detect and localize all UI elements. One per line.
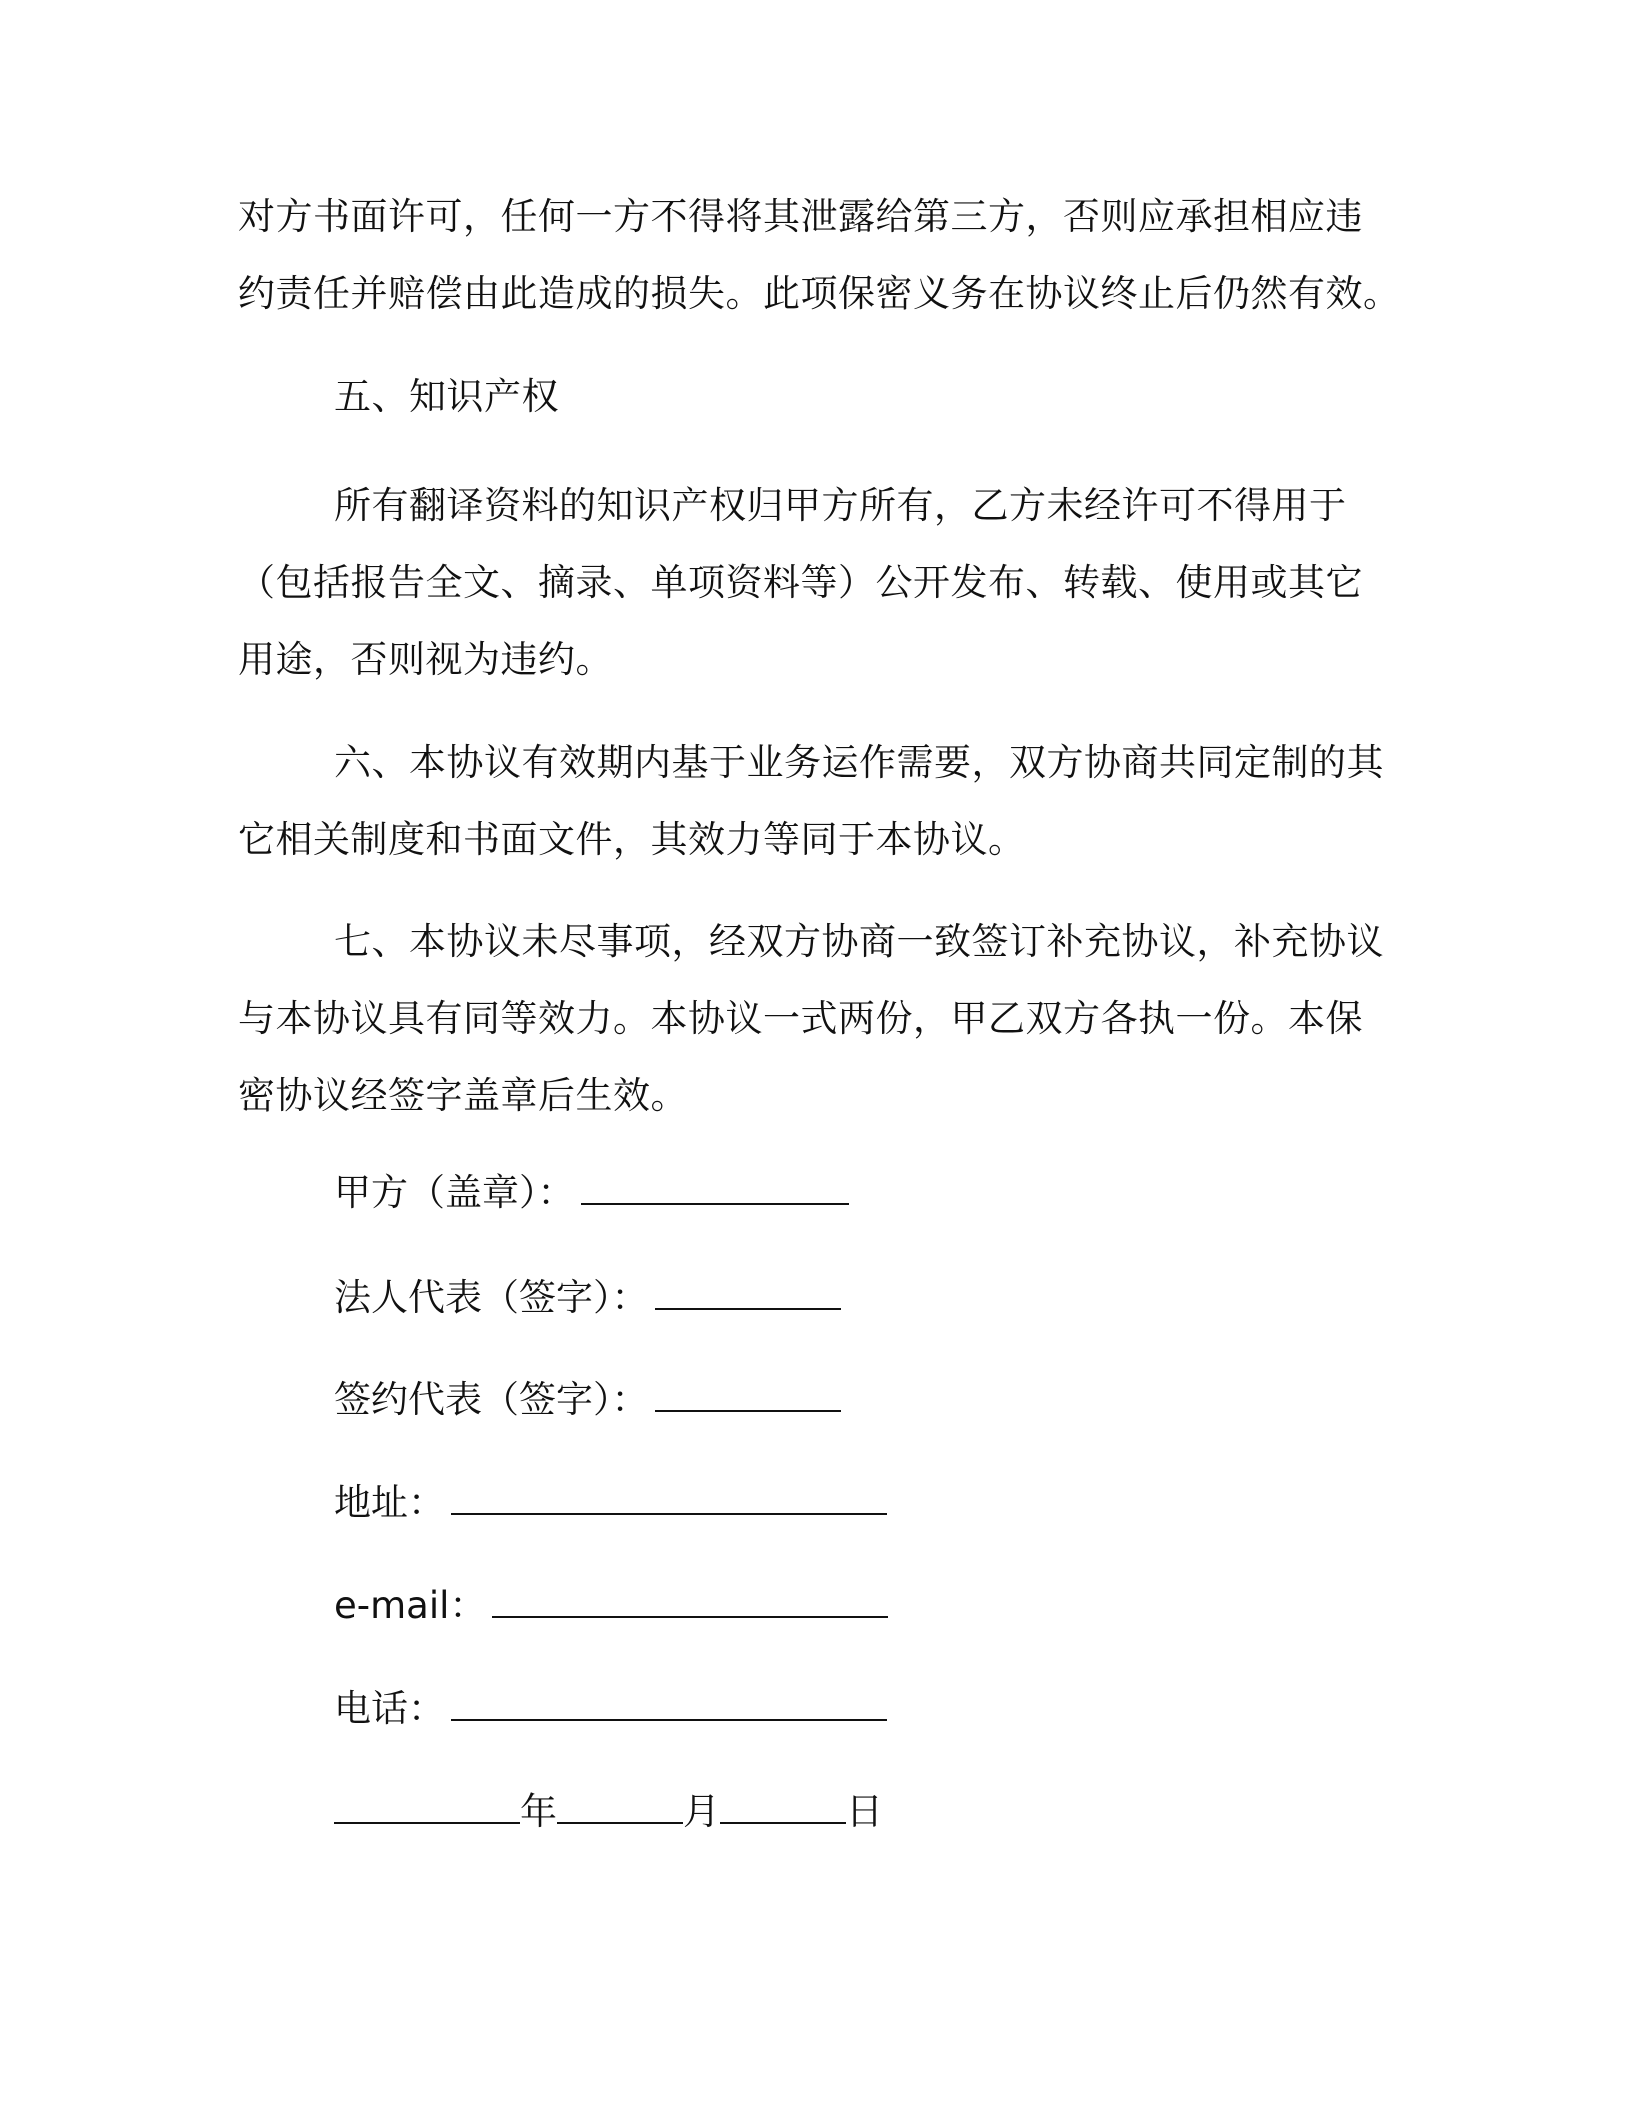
text-line: 七、本协议未尽事项，经双方协商一致签订补充协议，补充协议 — [334, 920, 1384, 963]
text-line: 六、本协议有效期内基于业务运作需要，双方协商共同定制的其 — [334, 741, 1384, 784]
blank-line[interactable] — [581, 1163, 849, 1205]
year-blank[interactable] — [334, 1782, 520, 1824]
blank-line[interactable] — [655, 1268, 841, 1310]
day-label: 日 — [846, 1790, 883, 1833]
blank-line[interactable] — [492, 1576, 888, 1618]
text-line: 它相关制度和书面文件，其效力等同于本协议。 — [238, 818, 1026, 861]
text-line: 与本协议具有同等效力。本协议一式两份，甲乙双方各执一份。本保 — [238, 997, 1363, 1040]
field-label: 法人代表（签字）： — [334, 1276, 649, 1319]
field-label: e-mail： — [334, 1584, 487, 1627]
field-label: 甲方（盖章）： — [334, 1171, 575, 1214]
text-line: （包括报告全文、摘录、单项资料等）公开发布、转载、使用或其它 — [238, 561, 1363, 604]
field-date — [334, 1782, 883, 1842]
field-address — [334, 1473, 887, 1533]
year-label: 年 — [520, 1790, 557, 1833]
text-line: 所有翻译资料的知识产权归甲方所有，乙方未经许可不得用于 — [334, 484, 1347, 527]
month-blank[interactable] — [557, 1782, 683, 1824]
field-legal-representative — [334, 1268, 841, 1328]
field-label: 签约代表（签字）： — [334, 1378, 649, 1421]
text-line: 约责任并赔偿由此造成的损失。此项保密义务在协议终止后仍然有效。 — [238, 272, 1401, 315]
section-heading-ip — [238, 358, 1388, 435]
day-blank[interactable] — [720, 1782, 846, 1824]
text-line: 用途，否则视为违约。 — [238, 638, 613, 681]
month-label: 月 — [683, 1790, 720, 1833]
field-phone — [334, 1679, 887, 1739]
paragraph-clause-six — [238, 724, 1388, 878]
paragraph-clause-seven — [238, 903, 1388, 1134]
paragraph-intellectual-property — [238, 467, 1388, 698]
field-email — [334, 1576, 888, 1636]
text-line: 密协议经签字盖章后生效。 — [238, 1074, 688, 1117]
blank-line[interactable] — [451, 1473, 887, 1515]
blank-line[interactable] — [655, 1370, 841, 1412]
heading-text: 五、知识产权 — [334, 375, 559, 418]
field-label: 电话： — [334, 1687, 445, 1730]
field-party-a-seal — [334, 1163, 849, 1223]
blank-line[interactable] — [451, 1679, 887, 1721]
field-label: 地址： — [334, 1481, 445, 1524]
paragraph-confidentiality-continued — [238, 178, 1401, 332]
text-line: 对方书面许可，任何一方不得将其泄露给第三方，否则应承担相应违 — [238, 195, 1363, 238]
field-signing-representative — [334, 1370, 841, 1430]
